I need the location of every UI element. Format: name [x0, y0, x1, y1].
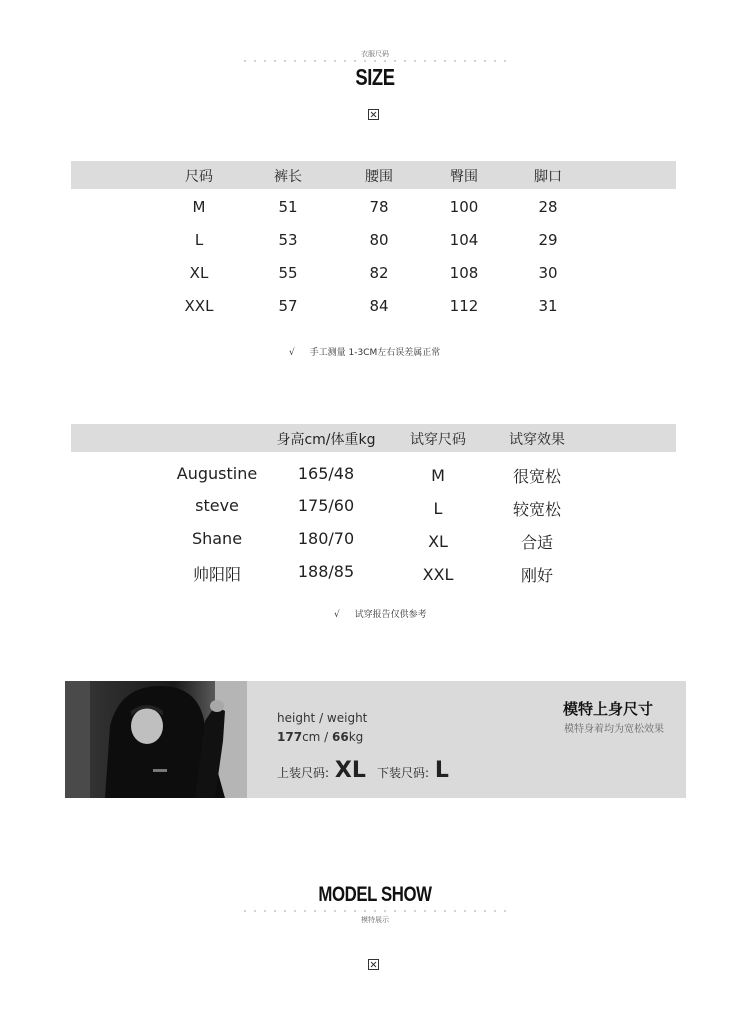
broken-image-icon [368, 109, 379, 120]
size-table-cell: 29 [538, 231, 558, 249]
model-show-title: MODEL SHOW [318, 883, 432, 906]
size-table-cell: 51 [278, 198, 298, 216]
size-table-cell: XXL [184, 297, 214, 315]
tryon-table-cell: 175/60 [297, 496, 355, 515]
size-table-cell: 55 [278, 264, 298, 282]
height-weight-label: height / weight [277, 711, 368, 725]
model-size-subtitle: 模特身着均为宽松效果 [564, 724, 664, 735]
bottom-size-value: L [434, 758, 449, 783]
height-unit: cm / [302, 730, 333, 744]
size-header-cell: 臀围 [450, 169, 478, 185]
size-table-cell: 108 [449, 264, 479, 282]
tryon-header-cell: 试穿尺码 [410, 432, 466, 448]
top-size [277, 758, 366, 783]
tryon-table-cell: 180/70 [297, 529, 355, 548]
size-table-cell: 80 [369, 231, 389, 249]
size-header-cell: 腰围 [365, 169, 393, 185]
tryon-table-cell: 很宽松 [512, 467, 561, 486]
tryon-table-cell: 帅阳阳 [192, 565, 241, 584]
tryon-table-cell: 刚好 [520, 566, 553, 585]
size-table-cell: 28 [538, 198, 558, 216]
size-note [289, 345, 440, 358]
size-table-cell: XL [189, 264, 209, 282]
size-table-cell: 84 [369, 297, 389, 315]
dotted-divider [240, 909, 510, 913]
tryon-table-cell: 165/48 [297, 464, 355, 483]
top-size-value: XL [334, 758, 366, 783]
size-table-cell: L [194, 231, 204, 249]
size-header-cell: 裤长 [274, 169, 302, 185]
height-weight-value [277, 730, 363, 744]
size-table-cell: 78 [369, 198, 389, 216]
tryon-table-cell: L [433, 499, 443, 518]
size-note-text: 手工测量 1-3CM左右误差属正常 [309, 348, 441, 358]
tryon-table-cell: M [431, 466, 445, 485]
model-size-title: 模特上身尺寸 [563, 700, 654, 718]
tryon-table-cell: XL [428, 532, 448, 551]
size-header-cell: 脚口 [534, 169, 562, 185]
broken-image-icon [368, 959, 379, 970]
tryon-table-cell: steve [195, 496, 239, 515]
top-size-label: 上装尺码: [277, 766, 330, 780]
check-mark: √ [289, 348, 295, 358]
weight-unit: kg [348, 730, 364, 744]
size-table-cell: 53 [278, 231, 298, 249]
model-photo [65, 681, 247, 798]
size-table-cell: 104 [449, 231, 479, 249]
tryon-header-cell: 身高cm/体重kg [276, 432, 376, 448]
dotted-divider [240, 59, 510, 63]
tryon-table-cell: 188/85 [297, 562, 355, 581]
tryon-table-cell: Augustine [176, 464, 258, 483]
tryon-note-text: 试穿报告仅供参考 [354, 610, 427, 620]
tryon-table-cell: 合适 [520, 533, 553, 552]
tryon-table-cell: XXL [422, 565, 454, 584]
size-table-cell: 31 [538, 297, 558, 315]
size-table-cell: 100 [449, 198, 479, 216]
size-table-cell: M [192, 198, 206, 216]
tryon-note [334, 607, 427, 620]
size-subtitle: 衣服尺码 [361, 50, 389, 58]
tryon-table-cell: Shane [191, 529, 243, 548]
size-table-cell: 112 [449, 297, 479, 315]
size-header-cell: 尺码 [185, 169, 213, 185]
tryon-table-cell: 较宽松 [512, 500, 561, 519]
model-height: 177 [277, 730, 303, 744]
size-title: SIZE [355, 64, 395, 90]
size-table-cell: 82 [369, 264, 389, 282]
model-weight: 66 [332, 730, 349, 744]
tryon-header-cell: 试穿效果 [509, 432, 565, 448]
bottom-size [377, 758, 449, 783]
check-mark: √ [334, 610, 340, 620]
bottom-size-label: 下装尺码: [377, 766, 430, 780]
size-table-cell: 57 [278, 297, 298, 315]
model-show-subtitle: 模特展示 [361, 916, 389, 924]
size-table-cell: 30 [538, 264, 558, 282]
